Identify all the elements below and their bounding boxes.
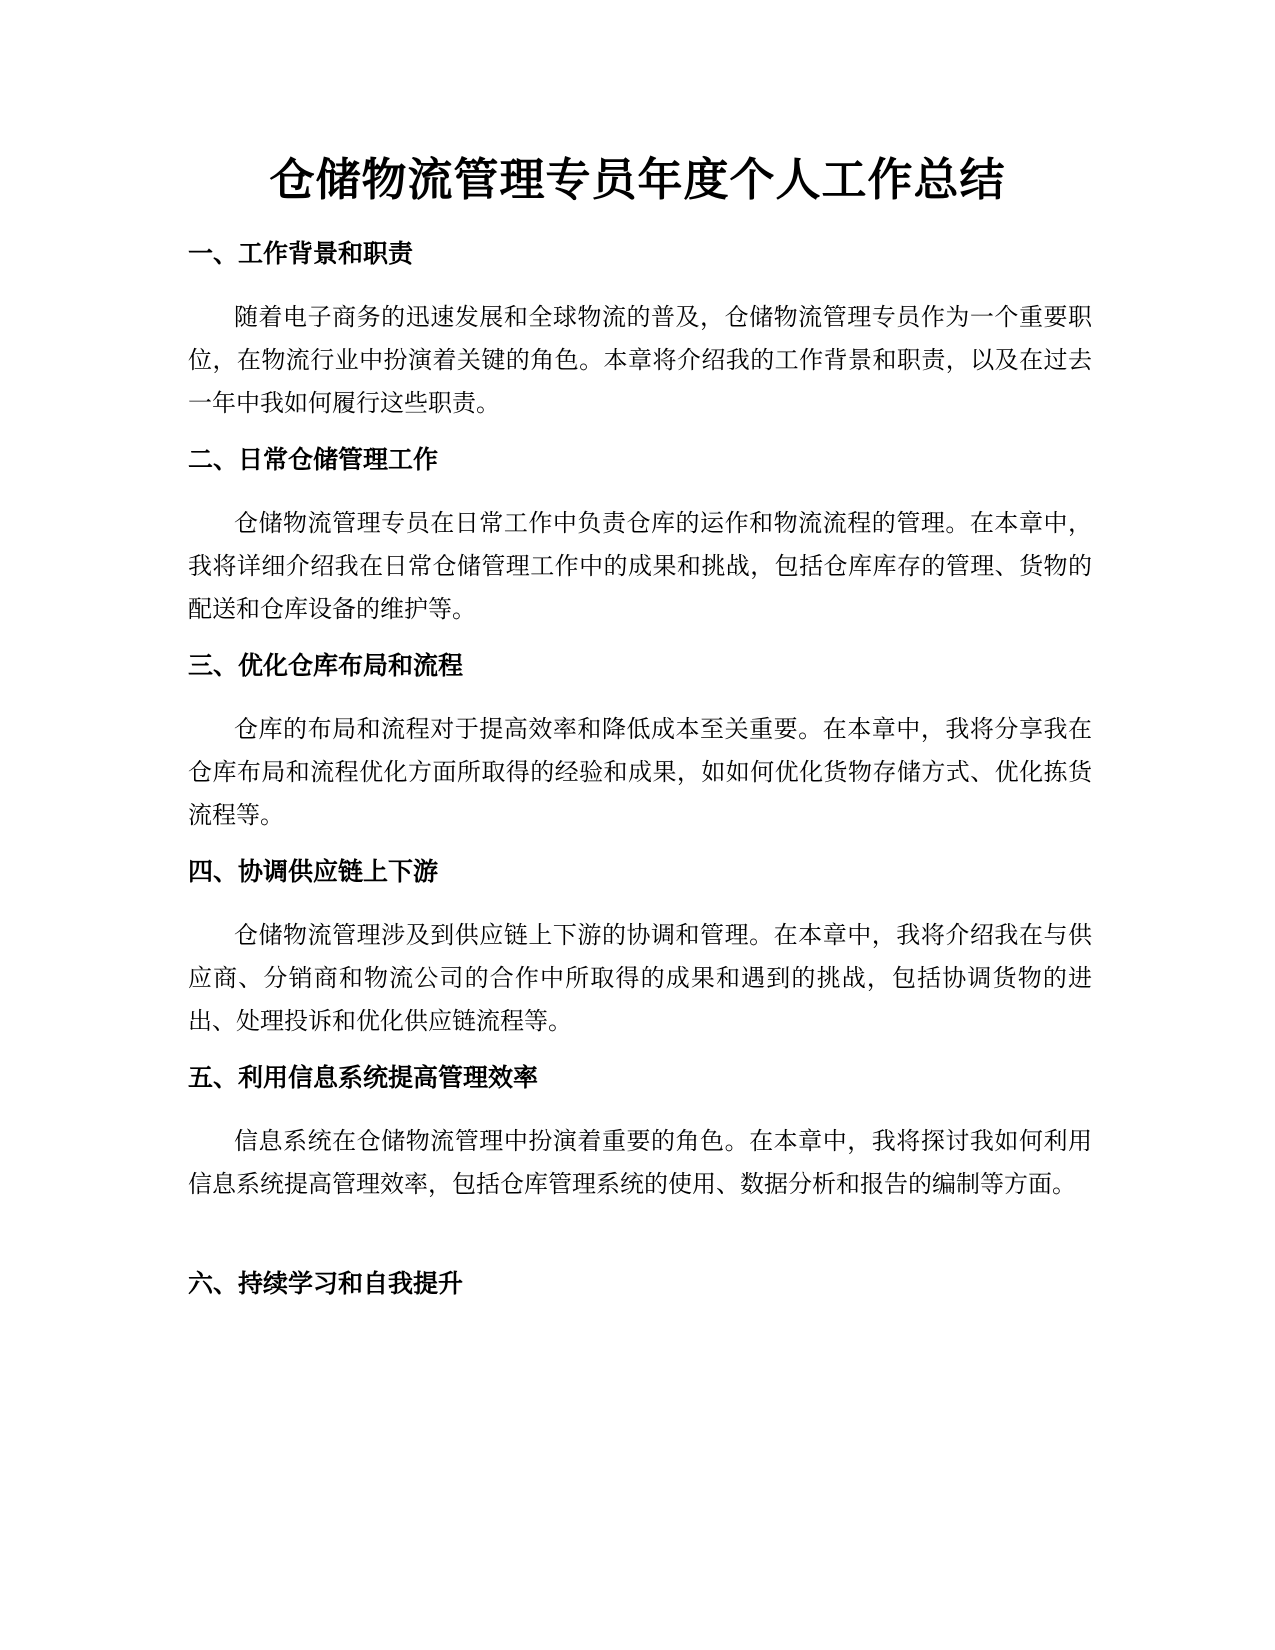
section-paragraph: 仓储物流管理专员在日常工作中负责仓库的运作和物流流程的管理。在本章中，我将详细介绍我在日常仓储管理工作中的成果和挑战，包括仓库库存的管理、货物的配送和仓库设备的维护等。 <box>188 509 1092 623</box>
section-heading: 四、协调供应链上下游 <box>188 857 439 886</box>
section-work-background <box>188 234 1092 425</box>
section-paragraph: 仓储物流管理涉及到供应链上下游的协调和管理。在本章中，我将介绍我在与供应商、分销商和物流公司的合作中所取得的成果和遇到的挑战，包括协调货物的进出、处理投诉和优化供应链流程等。 <box>188 921 1092 1035</box>
section-supply-chain-coordination <box>188 852 1092 1043</box>
section-heading: 六、持续学习和自我提升 <box>188 1269 464 1298</box>
section-heading: 一、工作背景和职责 <box>188 239 414 268</box>
section-heading: 二、日常仓储管理工作 <box>188 445 439 474</box>
section-heading: 五、利用信息系统提高管理效率 <box>188 1063 539 1092</box>
section-paragraph: 信息系统在仓储物流管理中扮演着重要的角色。在本章中，我将探讨我如何利用信息系统提高管理效率，包括仓库管理系统的使用、数据分析和报告的编制等方面。 <box>188 1127 1092 1198</box>
section-continuous-learning <box>188 1264 1092 1304</box>
section-daily-warehouse-management <box>188 440 1092 631</box>
section-heading: 三、优化仓库布局和流程 <box>188 651 464 680</box>
section-paragraph: 仓库的布局和流程对于提高效率和降低成本至关重要。在本章中，我将分享我在仓库布局和流程优化方面所取得的经验和成果，如如何优化货物存储方式、优化拣货流程等。 <box>188 715 1092 829</box>
document-title: 仓储物流管理专员年度个人工作总结 <box>269 153 1006 206</box>
section-paragraph: 随着电子商务的迅速发展和全球物流的普及，仓储物流管理专员作为一个重要职位，在物流行业中扮演着关键的角色。本章将介绍我的工作背景和职责，以及在过去一年中我如何履行这些职责。 <box>188 303 1092 417</box>
section-layout-optimization <box>188 646 1092 837</box>
section-information-systems <box>188 1058 1092 1206</box>
